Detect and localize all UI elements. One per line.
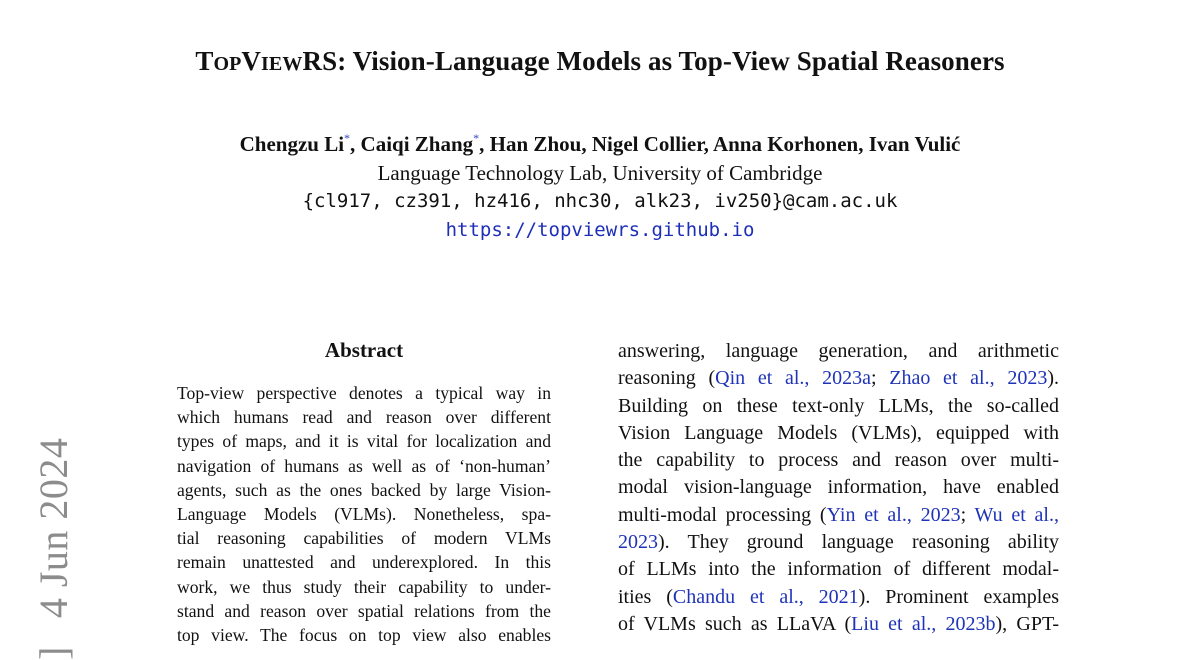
citation-link[interactable]: Yin et al., 2023 xyxy=(826,503,961,526)
abstract-line: remain unattested and underexplored. In this xyxy=(177,552,551,573)
arxiv-side-stamp xyxy=(30,438,77,660)
citation-link[interactable]: Wu et al., xyxy=(974,503,1059,526)
intro-line xyxy=(618,502,1059,529)
abstract-line: which humans read and reason over different xyxy=(177,407,551,428)
intro-text: reasoning ( xyxy=(618,367,716,390)
intro-line xyxy=(618,584,1059,611)
author-name: Chengzu Li xyxy=(239,132,345,156)
author-list xyxy=(0,132,1200,157)
arxiv-date: 4 Jun 2024 xyxy=(31,437,76,619)
title-name-part2-small: IEW xyxy=(261,53,303,75)
abstract-line: agents, such as the ones backed by large Vision- xyxy=(177,479,551,500)
title-rest: : Vision-Language Models as Top-View Spatial Reasoners xyxy=(337,46,1005,76)
citation-link[interactable]: 2023 xyxy=(618,531,658,554)
abstract-heading: Abstract xyxy=(324,338,404,362)
intro-line xyxy=(618,365,1059,392)
intro-text: the capability to process and reason over multi- xyxy=(618,449,1059,472)
intro-line xyxy=(618,447,1059,474)
intro-line xyxy=(618,393,1059,420)
title-name-part1-small: OP xyxy=(213,53,242,75)
intro-text: modal vision-language information, have enabled xyxy=(618,476,1059,499)
abstract-line: stand and reason over spatial relations from the xyxy=(177,600,551,621)
paper-title xyxy=(0,46,1200,77)
intro-line xyxy=(618,420,1059,447)
author-separator: , xyxy=(703,132,713,156)
abstract-line: top view. The focus on top view also enables xyxy=(177,624,551,645)
arxiv-stamp-bracket: ] xyxy=(31,646,76,660)
intro-text: of VLMs such as LLaVA ( xyxy=(618,612,852,635)
author-name: Ivan Vulić xyxy=(868,132,961,156)
intro-text: ; xyxy=(960,503,975,526)
abstract-line: types of maps, and it is vital for localization and xyxy=(177,431,551,452)
abstract-line: navigation of humans as well as of ‘non-human’ xyxy=(177,455,551,476)
author-name: Anna Korhonen xyxy=(712,132,859,156)
intro-line xyxy=(618,556,1059,583)
intro-text: ities ( xyxy=(618,585,673,608)
citation-link[interactable]: Qin et al., 2023a xyxy=(715,367,871,390)
intro-line xyxy=(618,338,1059,365)
intro-text: ). xyxy=(1047,367,1059,390)
intro-text: multi-modal processing ( xyxy=(618,503,827,526)
intro-text: answering, language generation, and arithmetic xyxy=(618,340,1059,362)
author-emails: {cl917, cz391, hz416, nhc30, alk23, iv250}@cam.ac.uk xyxy=(302,190,898,212)
abstract-line: work, we thus study their capability to under- xyxy=(177,576,551,597)
intro-line xyxy=(618,611,1059,638)
intro-text: Vision Language Models (VLMs), equipped with xyxy=(618,421,1059,444)
citation-link[interactable]: Liu et al., 2023b xyxy=(851,612,996,635)
author-name: Nigel Collier xyxy=(591,132,704,156)
equal-contribution-mark[interactable]: * xyxy=(473,131,480,145)
citation-link[interactable]: Zhao et al., 2023 xyxy=(889,367,1048,390)
intro-text: ), GPT- xyxy=(995,612,1059,635)
intro-line xyxy=(618,529,1059,556)
author-separator: , xyxy=(479,132,490,156)
abstract-body xyxy=(177,381,551,647)
project-url-link[interactable]: https://topviewrs.github.io xyxy=(445,219,755,241)
intro-line xyxy=(618,474,1059,501)
author-separator: , xyxy=(581,132,592,156)
abstract-line: Language Models (VLMs). Nonetheless, spa- xyxy=(177,503,551,524)
title-name-part1-big: T xyxy=(195,46,214,76)
author-separator: , xyxy=(858,132,869,156)
title-name-part3: RS xyxy=(302,46,338,76)
author-name: Caiqi Zhang xyxy=(360,132,474,156)
intro-text: of LLMs into the information of different modal- xyxy=(618,558,1059,581)
intro-column xyxy=(618,338,1059,638)
abstract-line: tial reasoning capabilities of modern VLMs xyxy=(177,528,551,549)
author-name: Han Zhou xyxy=(489,132,582,156)
intro-text: ; xyxy=(870,367,890,390)
intro-text: ). They ground language reasoning ability xyxy=(658,531,1059,554)
abstract-line: Top-view perspective denotes a typical way in xyxy=(177,383,551,403)
author-separator: , xyxy=(350,132,361,156)
citation-link[interactable]: Chandu et al., 2021 xyxy=(672,585,859,608)
title-name-part2-big: V xyxy=(241,46,262,76)
intro-text: Building on these text-only LLMs, the so-called xyxy=(618,394,1059,417)
affiliation: Language Technology Lab, University of Cambridge xyxy=(377,161,823,185)
intro-text: ). Prominent examples xyxy=(858,585,1059,608)
equal-contribution-mark[interactable]: * xyxy=(344,131,351,145)
